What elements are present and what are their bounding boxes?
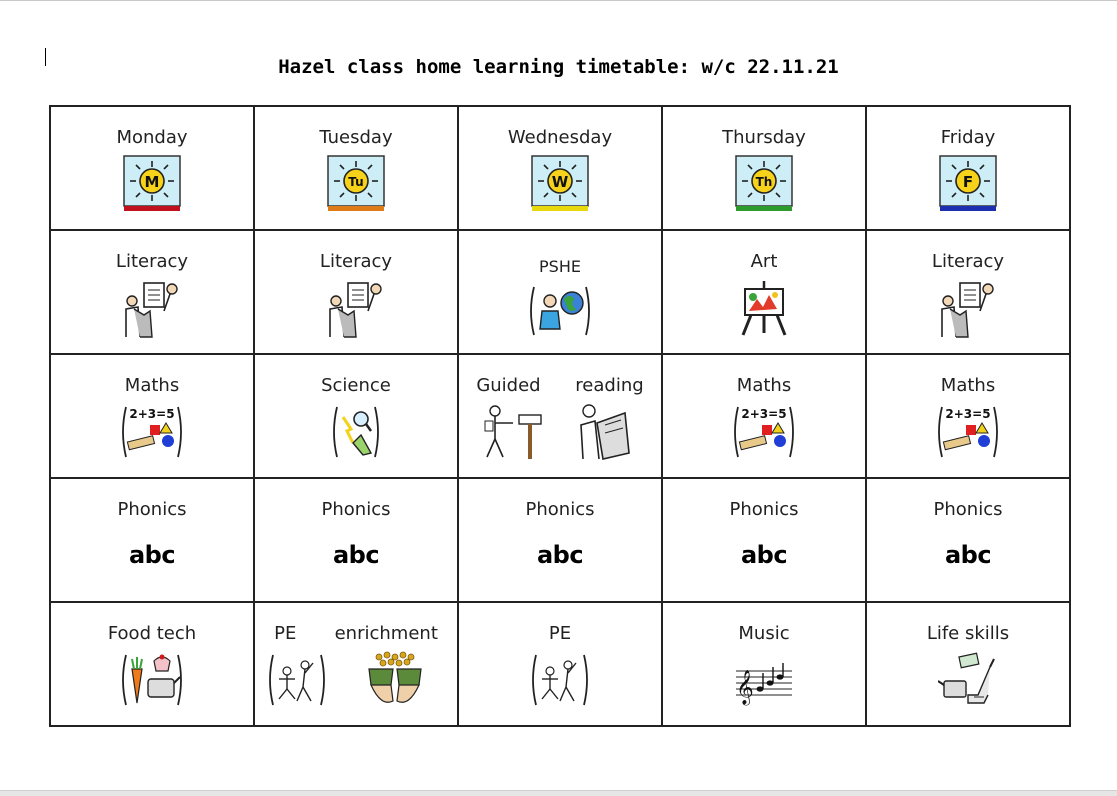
table-row-session-2 <box>50 354 1070 478</box>
subject-label: Science <box>321 375 391 396</box>
subject-label: Life skills <box>926 623 1010 644</box>
table-row-days <box>50 106 1070 230</box>
day-label: Monday <box>116 127 188 148</box>
maths-icon <box>120 403 184 461</box>
subject-label: Maths <box>124 375 180 396</box>
svg-text:𝄞: 𝄞 <box>736 670 754 705</box>
day-cell-monday <box>50 106 254 230</box>
cell-wednesday-guided-reading <box>458 354 662 478</box>
pshe-globe-person-icon <box>528 283 592 339</box>
svg-text:2+3=5: 2+3=5 <box>741 407 787 421</box>
abc-symbol: abc <box>332 541 380 569</box>
subject-label: enrichment <box>334 623 438 644</box>
day-label: Wednesday <box>507 127 613 148</box>
pe-icon <box>530 651 590 709</box>
svg-text:F: F <box>962 173 974 191</box>
cell-thursday-phonics <box>662 478 866 602</box>
subject-label: Phonics <box>729 499 799 520</box>
food-tech-icon <box>120 651 184 709</box>
subject-label: PE <box>274 623 297 644</box>
cell-thursday-maths <box>662 354 866 478</box>
subject-label: Phonics <box>321 499 391 520</box>
cell-wednesday-phonics <box>458 478 662 602</box>
cell-wednesday-pshe <box>458 230 662 354</box>
maths-icon <box>732 403 796 461</box>
sun-day-m-icon <box>123 155 181 213</box>
subject-label: Literacy <box>115 251 189 272</box>
cell-friday-maths <box>866 354 1070 478</box>
sun-day-tu-icon <box>327 155 385 213</box>
subject-label: Guided <box>476 375 541 396</box>
day-label: Friday <box>940 127 996 148</box>
cell-friday-literacy <box>866 230 1070 354</box>
subject-label: reading <box>575 375 644 396</box>
window-bottom-border <box>0 790 1117 796</box>
abc-symbol: abc <box>536 541 584 569</box>
cell-tuesday-pe-enrichment <box>254 602 458 726</box>
cell-thursday-art <box>662 230 866 354</box>
subject-label: Food tech <box>107 623 197 644</box>
cell-tuesday-phonics <box>254 478 458 602</box>
table-row-session-1 <box>50 230 1070 354</box>
subject-label-pair <box>459 375 661 396</box>
abc-symbol: abc <box>128 541 176 569</box>
science-icon <box>331 403 381 461</box>
subject-label-pair <box>255 623 457 644</box>
svg-text:W: W <box>551 173 569 191</box>
window-top-border <box>0 0 1117 1</box>
svg-text:2+3=5: 2+3=5 <box>945 407 991 421</box>
subject-label: Literacy <box>931 251 1005 272</box>
cell-monday-food-tech <box>50 602 254 726</box>
svg-text:Th: Th <box>755 175 773 189</box>
svg-text:Tu: Tu <box>348 175 364 189</box>
life-skills-icon <box>938 651 998 709</box>
cell-friday-phonics <box>866 478 1070 602</box>
day-label: Thursday <box>722 127 806 148</box>
subject-label: PSHE <box>539 257 581 276</box>
subject-label: Maths <box>736 375 792 396</box>
sun-day-f-icon <box>939 155 997 213</box>
svg-text:M: M <box>144 173 160 191</box>
day-cell-thursday <box>662 106 866 230</box>
cell-tuesday-science <box>254 354 458 478</box>
day-cell-tuesday <box>254 106 458 230</box>
subject-label: Maths <box>940 375 996 396</box>
table-row-session-4 <box>50 602 1070 726</box>
cell-tuesday-literacy <box>254 230 458 354</box>
cell-monday-phonics <box>50 478 254 602</box>
abc-symbol: abc <box>944 541 992 569</box>
svg-text:2+3=5: 2+3=5 <box>129 407 175 421</box>
literacy-icon <box>120 279 184 339</box>
sun-day-th-icon <box>735 155 793 213</box>
table-row-phonics <box>50 478 1070 602</box>
timetable <box>49 105 1071 727</box>
day-cell-wednesday <box>458 106 662 230</box>
page-title: Hazel class home learning timetable: w/c 22.11.21 <box>278 56 839 78</box>
cell-wednesday-pe <box>458 602 662 726</box>
sun-day-w-icon <box>531 155 589 213</box>
day-label: Tuesday <box>319 127 393 148</box>
abc-symbol: abc <box>740 541 788 569</box>
cell-monday-maths <box>50 354 254 478</box>
music-notes-icon <box>734 657 794 709</box>
art-easel-icon <box>739 279 789 337</box>
subject-label: Music <box>738 623 790 644</box>
subject-label: Phonics <box>933 499 1003 520</box>
enrichment-hands-icon <box>365 651 425 709</box>
literacy-icon <box>936 279 1000 339</box>
cell-thursday-music <box>662 602 866 726</box>
cell-monday-literacy <box>50 230 254 354</box>
pe-icon <box>267 651 327 709</box>
subject-label: Phonics <box>117 499 187 520</box>
guided-sign-icon <box>481 403 545 461</box>
subject-label: Phonics <box>525 499 595 520</box>
subject-label: Art <box>750 251 778 272</box>
subject-label: PE <box>548 623 572 644</box>
subject-label: Literacy <box>319 251 393 272</box>
maths-icon <box>936 403 1000 461</box>
cell-friday-life-skills <box>866 602 1070 726</box>
literacy-icon <box>324 279 388 339</box>
day-cell-friday <box>866 106 1070 230</box>
reading-book-icon <box>577 403 633 461</box>
